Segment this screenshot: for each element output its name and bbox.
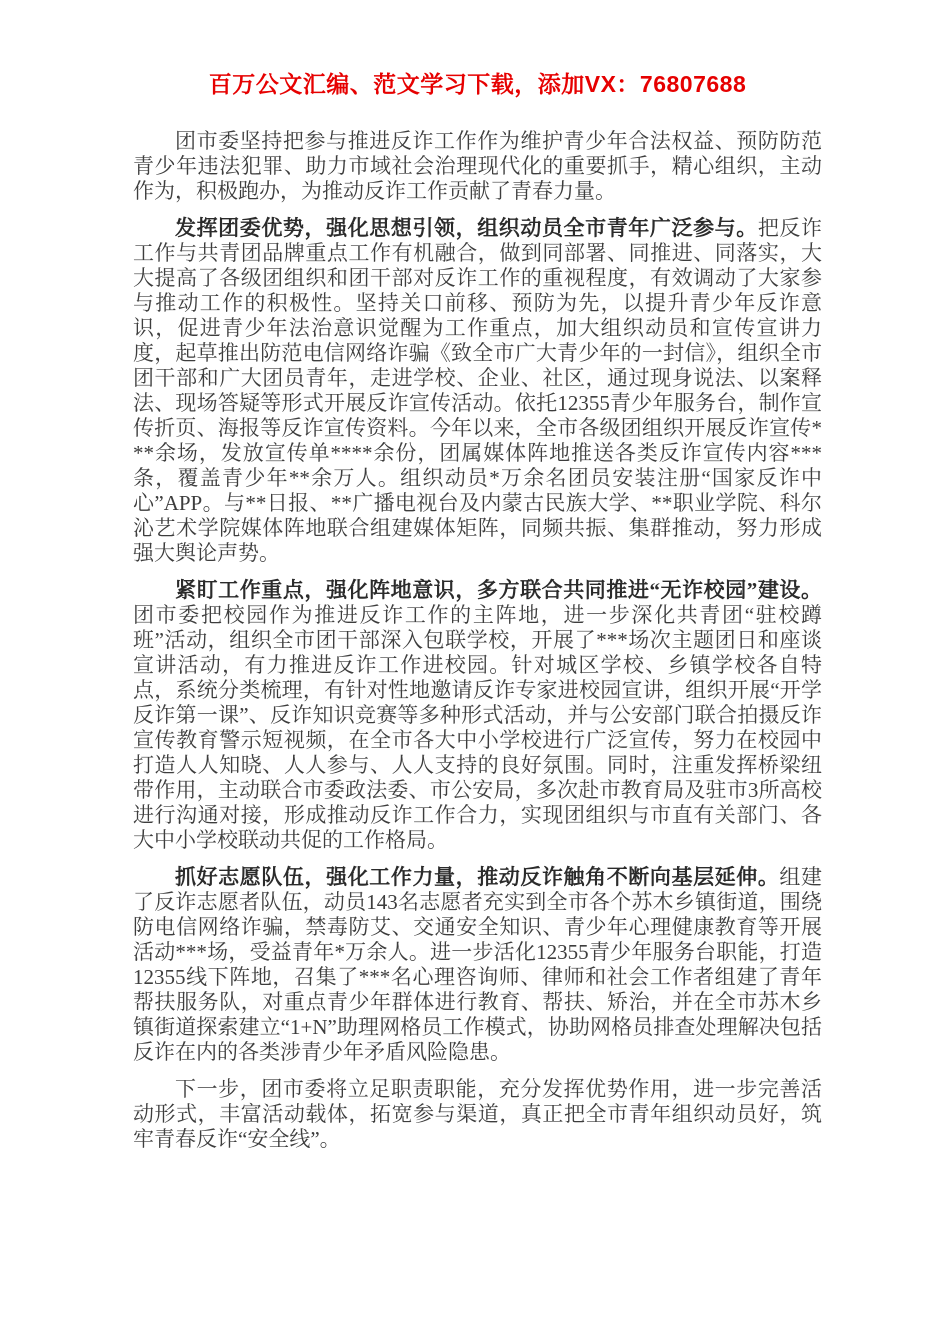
paragraph [133,865,822,1065]
header-notice: 百万公文汇编、范文学习下载，添加VX：76807688 [208,71,747,97]
paragraph-text: 团市委坚持把参与推进反诈工作作为维护青少年合法权益、预防防范青少年违法犯罪、助力市域社会治理现代化的重要抓手，精心组织，主动作为，积极跑办，为推动反诈工作贡献了青春力量。 [133,129,822,203]
paragraph-lead: 抓好志愿队伍，强化工作力量，推动反诈触角不断向基层延伸。 [175,865,780,889]
paragraph [133,129,822,204]
paragraph [133,216,822,566]
paragraph-lead: 紧盯工作重点，强化阵地意识，多方联合共同推进“无诈校园”建设。 [175,578,822,602]
document-body [133,129,822,1152]
paragraph-text: 下一步，团市委将立足职责职能，充分发挥优势作用，进一步完善活动形式，丰富活动载体，拓宽参与渠道，真正把全市青年组织动员好，筑牢青春反诈“安全线”。 [133,1077,822,1151]
paragraph-lead: 发挥团委优势，强化思想引领，组织动员全市青年广泛参与。 [175,216,758,240]
paragraph-text: 团市委把校园作为推进反诈工作的主阵地，进一步深化共青团“驻校蹲班”活动，组织全市团干部深入包联学校，开展了***场次主题团日和座谈宣讲活动，有力推进反诈工作进校园。针对城区学校、乡镇学校各自特点，系统分类梳理，有针对性地邀请反诈专家进校园宣讲，组织开展“开学反诈第一课”、反诈知识竞赛等多种形式活动，并与公安部门联合拍摄反诈宣传教育警示短视频，在全市各大中小学校进行广泛宣传，努力在校园中打造人人知晓、人人参与、人人支持的良好氛围。同时，注重发挥桥梁纽带作用，主动联合市委政法委、市公安局，多次赴市教育局及驻市3所高校进行沟通对接，形成推动反诈工作合力，实现团组织与市直有关部门、各大中小学校联动共促的工作格局。 [133,603,822,852]
paragraph [133,1077,822,1152]
paragraph [133,578,822,853]
paragraph-text: 组建了反诈志愿者队伍，动员143名志愿者充实到全市各个苏木乡镇街道，围绕防电信网络诈骗，禁毒防艾、交通安全知识、青少年心理健康教育等开展活动***场，受益青年*万余人。进一步活化12355青少年服务台职能，打造12355线下阵地，召集了***名心理咨询师、律师和社会工作者组建了青年帮扶服务队，对重点青少年群体进行教育、帮扶、矫治，并在全市苏木乡镇街道探索建立“1+N”助理网格员工作模式，协助网格员排查处理解决包括反诈在内的各类涉青少年矛盾风险隐患。 [133,865,823,1064]
paragraph-text: 把反诈工作与共青团品牌重点工作有机融合，做到同部署、同推进、同落实，大大提高了各级团组织和团干部对反诈工作的重视程度，有效调动了大家参与推动工作的积极性。坚持关口前移、预防为先，以提升青少年反诈意识，促进青少年法治意识觉醒为工作重点，加大组织动员和宣传宣讲力度，起草推出防范电信网络诈骗《致全市广大青少年的一封信》，组织全市团干部和广大团员青年，走进学校、企业、社区，通过现身说法、以案释法、现场答疑等形式开展反诈宣传活动。依托12355青少年服务台，制作宣传折页、海报等反诈宣传资料。今年以来，全市各级团组织开展反诈宣传***余场，发放宣传单****余份，团属媒体阵地推送各类反诈宣传内容***条，覆盖青少年**余万人。组织动员*万余名团员安装注册“国家反诈中心”APP。与**日报、**广播电视台及内蒙古民族大学、**职业学院、科尔沁艺术学院媒体阵地联合组建媒体矩阵，同频共振、集群推动，努力形成强大舆论声势。 [133,216,823,565]
